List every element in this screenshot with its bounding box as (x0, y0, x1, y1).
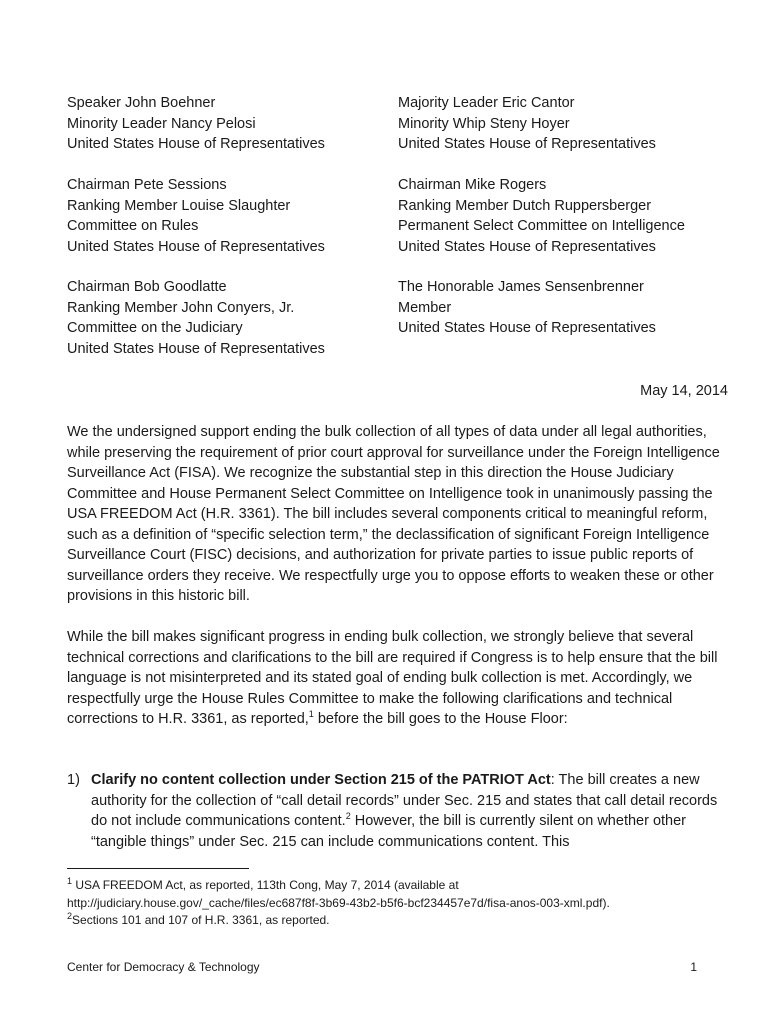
address-line: Minority Leader Nancy Pelosi (67, 115, 256, 132)
footnote-ref: 1 (308, 709, 314, 720)
address-line: Chairman Bob Goodlatte (67, 279, 227, 295)
address-line: United States House of Representatives (67, 238, 325, 255)
footer-org: Center for Democracy & Technology (67, 960, 260, 974)
address-line: United States House of Representatives (67, 136, 325, 152)
footnote-1-url: http://judiciary.house.gov/_cache/files/ec687f8f-3b69-43b2-b5f6-bcf234457e7d/fisa-anos-003-xml.pdf). (67, 895, 610, 910)
address-line: United States House of Representatives (398, 320, 656, 336)
list-text-part: However, the bill is currently silent on whether other “tangible things” under Sec. 215 can include communications content. This (91, 813, 687, 850)
footnote-2 (67, 912, 747, 930)
address-line: United States House of Representatives (398, 238, 656, 255)
paragraph-text (67, 627, 727, 730)
footnote-number: 1 (67, 876, 73, 886)
footnote-text: USA FREEDOM Act, as reported, 113th Cong, May 7, 2014 (available at (72, 878, 459, 892)
footnote-1 (67, 877, 747, 895)
address-block (67, 277, 397, 359)
paragraph-text-part: before the bill goes to the House Floor: (313, 711, 568, 727)
footer-page-number: 1 (690, 960, 697, 974)
address-line: Permanent Select Committee on Intelligence (398, 218, 685, 234)
paragraph-text-part: While the bill makes significant progress in ending bulk collection, we strongly believe that several technical corrections and clarifications to the bill are required if Congress is to help ensure that the bill language is not misinterpreted and its stated goal of ending bulk collection is met. Accordingly, we respectfully urge the House Rules Committee to make the following clarifications and technical corrections to H.R. 3361, as reported, (67, 629, 718, 727)
address-block (398, 277, 728, 339)
address-line: Chairman Mike Rogers (398, 177, 547, 193)
address-line: The Honorable James Sensenbrenner (398, 279, 644, 295)
list-body (91, 770, 727, 852)
address-line: Minority Whip Steny Hoyer (398, 115, 570, 132)
footnote-number: 2 (67, 911, 73, 921)
list-number: 1) (67, 772, 80, 788)
address-block (398, 93, 728, 155)
address-line: Member (398, 299, 452, 316)
letter-date: May 14, 2014 (640, 383, 728, 399)
address-line: Ranking Member Louise Slaughter (67, 197, 291, 214)
footnotes (67, 877, 747, 930)
address-line: Ranking Member Dutch Ruppersberger (398, 197, 652, 214)
list-item-1 (67, 770, 727, 852)
paragraph-text: We the undersigned support ending the bulk collection of all types of data under all legal authorities, while preserving the requirement of prior court approval for surveillance under the Foreign Intelligence Surveillance Act (FISA). We recognize the substantial step in this direction the House Judiciary Committee and House Permanent Select Committee on Intelligence took in unanimously passing the USA FREEDOM Act (H.R. 3361). The bill includes several components critical to meaningful reform, such as a definition of “specific selection term,” the declassification of significant Foreign Intelligence Surveillance Court (FISC) decisions, and authorization for private parties to issue public reports of surveillance orders they receive. We respectfully urge you to oppose efforts to weaken these or other provisions in this historic bill. (67, 424, 720, 604)
address-line: Ranking Member John Conyers, Jr. (67, 299, 295, 316)
address-line: Speaker John Boehner (67, 95, 216, 111)
address-line: Majority Leader Eric Cantor (398, 95, 575, 111)
address-line: United States House of Representatives (67, 340, 325, 357)
footnote-divider (67, 868, 249, 869)
address-block (398, 175, 728, 257)
address-line: Committee on Rules (67, 218, 199, 234)
address-line: Committee on the Judiciary (67, 320, 243, 336)
footnote-text: Sections 101 and 107 of H.R. 3361, as reported. (72, 913, 330, 927)
list-heading: Clarify no content collection under Section 215 of the PATRIOT Act (91, 772, 551, 788)
address-block (67, 175, 397, 257)
paragraph-intro (67, 422, 727, 607)
footnote-ref: 2 (345, 811, 351, 822)
address-line: Chairman Pete Sessions (67, 177, 227, 193)
paragraph-request (67, 627, 727, 730)
address-line: United States House of Representatives (398, 136, 656, 152)
list-text-part: : The bill creates a new authority for the collection of “call detail records” under Sec. 215 and states that call detail records do not include communications content. (91, 772, 718, 829)
address-block (67, 93, 397, 155)
